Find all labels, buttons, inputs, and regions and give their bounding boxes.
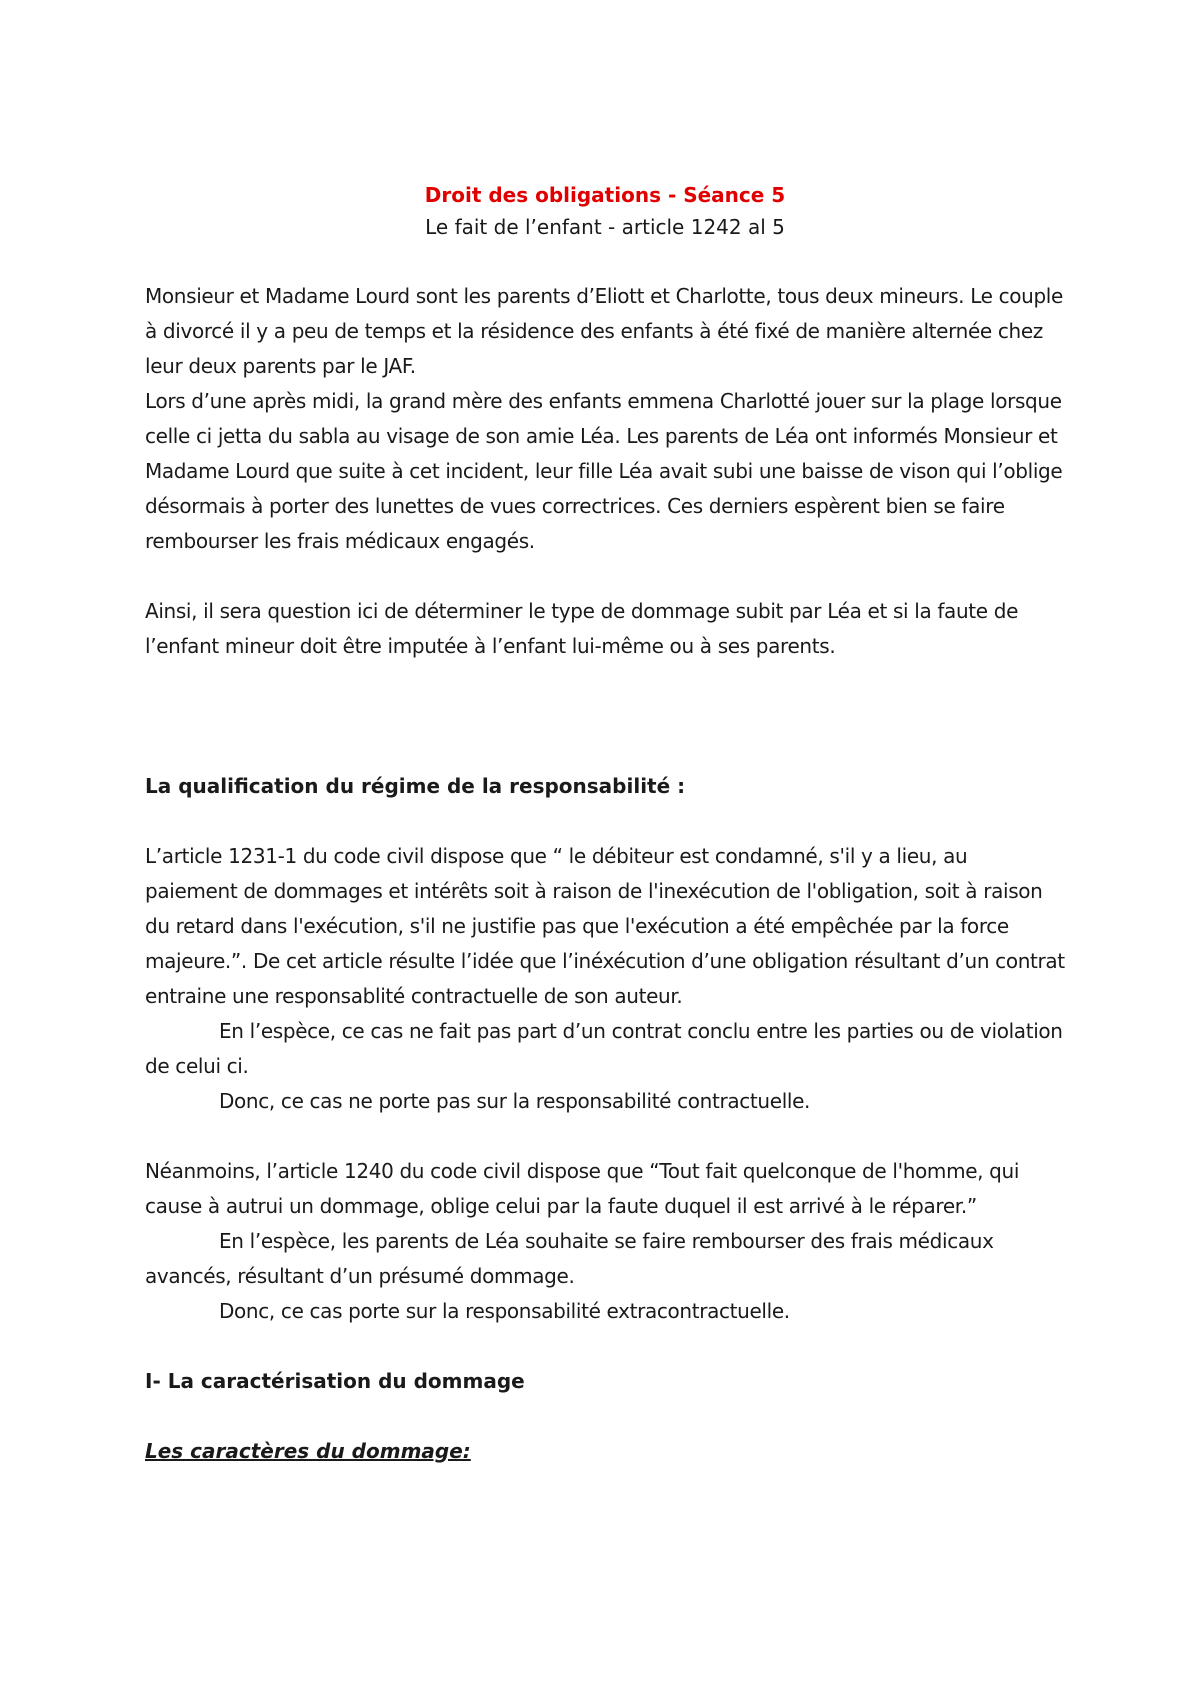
spacer: [145, 1329, 1065, 1364]
section-heading-qualification: La qualification du régime de la responsabilité :: [145, 774, 686, 798]
spacer: [145, 244, 1065, 279]
spacer: [145, 664, 1065, 769]
spacer: [145, 1399, 1065, 1434]
qualification-paragraph-4: Néanmoins, l’article 1240 du code civil dispose que “Tout fait quelconque de l'homme, qui cause à autrui un dommage, oblige celui par la faute duquel il est arrivé à le réparer.”: [145, 1159, 1020, 1218]
spacer: [145, 804, 1065, 839]
document-page: [145, 180, 1065, 1469]
document-title: Droit des obligations - Séance 5: [424, 183, 786, 207]
intro-paragraph-2: Lors d’une après midi, la grand mère des enfants emmena Charlotté jouer sur la plage lorsque celle ci jetta du sabla au visage de son amie Léa. Les parents de Léa ont informés Monsieur et Madame Lourd que suite à cet incident, leur fille Léa avait subi une baisse de vison qui l’oblige désormais à porter des lunettes de vues correctrices. Ces derniers espèrent bien se faire rembourser les frais médicaux engagés.: [145, 389, 1063, 553]
spacer: [145, 1119, 1065, 1154]
section-heading-I: I- La caractérisation du dommage: [145, 1369, 525, 1393]
intro-paragraph-3: Ainsi, il sera question ici de déterminer le type de dommage subit par Léa et si la faute de l’enfant mineur doit être imputée à l’enfant lui-même ou à ses parents.: [145, 599, 1019, 658]
qualification-paragraph-2: En l’espèce, ce cas ne fait pas part d’un contrat conclu entre les parties ou de violation de celui ci.: [145, 1019, 1063, 1078]
qualification-paragraph-3: Donc, ce cas ne porte pas sur la responsabilité contractuelle.: [219, 1089, 811, 1113]
spacer: [145, 559, 1065, 594]
qualification-paragraph-1: L’article 1231-1 du code civil dispose que “ le débiteur est condamné, s'il y a lieu, au paiement de dommages et intérêts soit à raison de l'inexécution de l'obligation, soit à raison du retard dans l'exécution, s'il ne justifie pas que l'exécution a été empêchée par la force majeure.”. De cet article résulte l’idée que l’inéxécution d’une obligation résultant d’un contrat entraine une responsablité contractuelle de son auteur.: [145, 844, 1065, 1008]
subheading-caracteres-dommage: Les caractères du dommage:: [145, 1439, 471, 1463]
qualification-paragraph-6: Donc, ce cas porte sur la responsabilité extracontractuelle.: [219, 1299, 790, 1323]
document-subtitle: Le fait de l’enfant - article 1242 al 5: [425, 215, 785, 239]
qualification-paragraph-5: En l’espèce, les parents de Léa souhaite se faire rembourser des frais médicaux avancés, résultant d’un présumé dommage.: [145, 1229, 994, 1288]
intro-paragraph-1: Monsieur et Madame Lourd sont les parents d’Eliott et Charlotte, tous deux mineurs. Le couple à divorcé il y a peu de temps et la résidence des enfants à été fixé de manière alternée chez leur deux parents par le JAF.: [145, 284, 1063, 378]
